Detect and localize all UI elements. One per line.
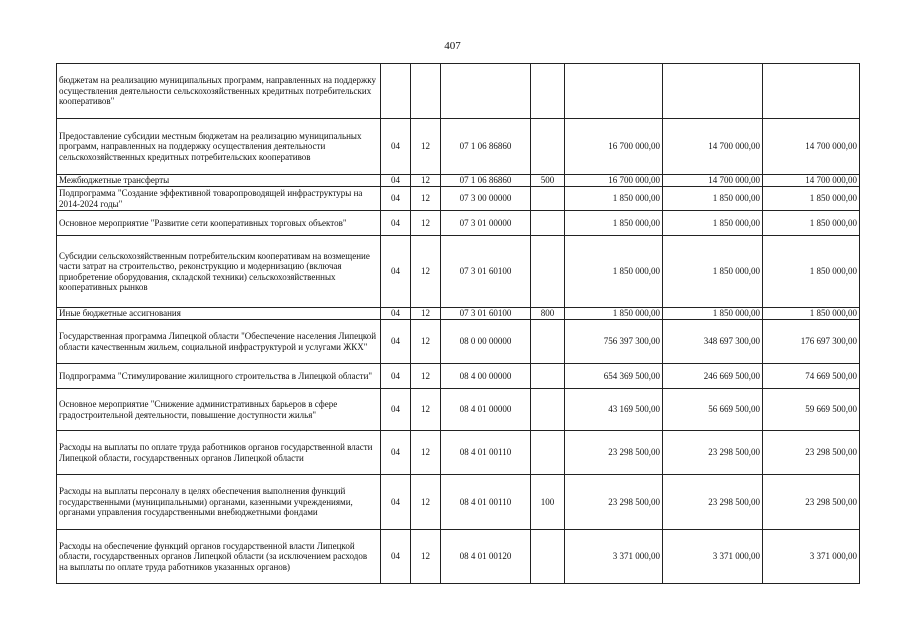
year1-amount-cell: 1 850 000,00 (565, 211, 663, 236)
year1-amount-cell (565, 64, 663, 119)
ved-cell: 04 (381, 364, 411, 389)
year1-amount-cell: 1 850 000,00 (565, 236, 663, 308)
target-article-cell: 07 1 06 86860 (441, 175, 531, 187)
target-article-cell: 08 0 00 00000 (441, 320, 531, 364)
section-cell: 12 (411, 211, 441, 236)
table-row (57, 175, 860, 187)
target-article-cell: 08 4 01 00120 (441, 530, 531, 584)
target-article-cell: 08 4 01 00110 (441, 475, 531, 530)
table-row (57, 389, 860, 431)
row-name-cell: Основное мероприятие "Развитие сети кооперативных торговых объектов" (57, 211, 381, 236)
ved-cell: 04 (381, 236, 411, 308)
section-cell: 12 (411, 119, 441, 175)
target-article-cell: 07 1 06 86860 (441, 119, 531, 175)
target-article-cell: 08 4 01 00110 (441, 431, 531, 475)
year1-amount-cell: 23 298 500,00 (565, 475, 663, 530)
year2-amount-cell: 23 298 500,00 (663, 475, 763, 530)
expense-type-cell (531, 187, 565, 211)
page-number: 407 (444, 40, 461, 52)
year3-amount-cell (763, 64, 860, 119)
year2-amount-cell: 14 700 000,00 (663, 119, 763, 175)
year2-amount-cell: 56 669 500,00 (663, 389, 763, 431)
section-cell: 12 (411, 236, 441, 308)
expense-type-cell: 500 (531, 175, 565, 187)
year3-amount-cell: 14 700 000,00 (763, 119, 860, 175)
target-article-cell: 07 3 01 60100 (441, 308, 531, 320)
year1-amount-cell: 16 700 000,00 (565, 175, 663, 187)
expense-type-cell (531, 64, 565, 119)
section-cell: 12 (411, 475, 441, 530)
year3-amount-cell: 1 850 000,00 (763, 308, 860, 320)
year3-amount-cell: 23 298 500,00 (763, 475, 860, 530)
table-row (57, 475, 860, 530)
ved-cell: 04 (381, 475, 411, 530)
year1-amount-cell: 1 850 000,00 (565, 187, 663, 211)
row-name-cell: Подпрограмма "Стимулирование жилищного строительства в Липецкой области" (57, 364, 381, 389)
ved-cell: 04 (381, 175, 411, 187)
year2-amount-cell: 3 371 000,00 (663, 530, 763, 584)
table-row (57, 431, 860, 475)
year1-amount-cell: 1 850 000,00 (565, 308, 663, 320)
year2-amount-cell: 1 850 000,00 (663, 236, 763, 308)
year3-amount-cell: 14 700 000,00 (763, 175, 860, 187)
section-cell: 12 (411, 364, 441, 389)
year3-amount-cell: 176 697 300,00 (763, 320, 860, 364)
budget-table (56, 63, 860, 584)
table-row (57, 236, 860, 308)
row-name-cell: Субсидии сельскохозяйственным потребительским кооперативам на возмещение части затрат на строительство, реконструкцию и модернизацию (включая приобретение оборудования, складской техники) сельскохозяйственных кооперативных рынков (57, 236, 381, 308)
year2-amount-cell (663, 64, 763, 119)
ved-cell: 04 (381, 389, 411, 431)
ved-cell: 04 (381, 530, 411, 584)
year3-amount-cell: 1 850 000,00 (763, 211, 860, 236)
table-row (57, 187, 860, 211)
section-cell: 12 (411, 175, 441, 187)
ved-cell: 04 (381, 431, 411, 475)
section-cell: 12 (411, 320, 441, 364)
section-cell: 12 (411, 308, 441, 320)
year2-amount-cell: 14 700 000,00 (663, 175, 763, 187)
year2-amount-cell: 246 669 500,00 (663, 364, 763, 389)
year2-amount-cell: 23 298 500,00 (663, 431, 763, 475)
year3-amount-cell: 1 850 000,00 (763, 187, 860, 211)
ved-cell: 04 (381, 119, 411, 175)
target-article-cell (441, 64, 531, 119)
year1-amount-cell: 43 169 500,00 (565, 389, 663, 431)
table-row (57, 320, 860, 364)
year2-amount-cell: 1 850 000,00 (663, 308, 763, 320)
row-name-cell: Иные бюджетные ассигнования (57, 308, 381, 320)
section-cell (411, 64, 441, 119)
section-cell: 12 (411, 431, 441, 475)
row-name-cell: Основное мероприятие "Снижение административных барьеров в сфере градостроительной деятельности, повышение доступности жилья" (57, 389, 381, 431)
expense-type-cell: 100 (531, 475, 565, 530)
table-row (57, 364, 860, 389)
year3-amount-cell: 59 669 500,00 (763, 389, 860, 431)
year2-amount-cell: 1 850 000,00 (663, 187, 763, 211)
target-article-cell: 08 4 00 00000 (441, 364, 531, 389)
row-name-cell: Расходы на выплаты по оплате труда работников органов государственной власти Липецкой области, государственных органов Липецкой области (57, 431, 381, 475)
expense-type-cell (531, 119, 565, 175)
row-name-cell: Межбюджетные трансферты (57, 175, 381, 187)
table-row (57, 308, 860, 320)
ved-cell: 04 (381, 187, 411, 211)
section-cell: 12 (411, 389, 441, 431)
table-row (57, 119, 860, 175)
expense-type-cell (531, 530, 565, 584)
year3-amount-cell: 1 850 000,00 (763, 236, 860, 308)
target-article-cell: 07 3 01 00000 (441, 211, 531, 236)
year1-amount-cell: 23 298 500,00 (565, 431, 663, 475)
target-article-cell: 08 4 01 00000 (441, 389, 531, 431)
table-row (57, 64, 860, 119)
expense-type-cell (531, 320, 565, 364)
row-name-cell: Расходы на выплаты персоналу в целях обеспечения выполнения функций государственными (муниципальными) органами, казенными учреждениями, органами управления государственными внебюджетными фондами (57, 475, 381, 530)
year2-amount-cell: 1 850 000,00 (663, 211, 763, 236)
year1-amount-cell: 756 397 300,00 (565, 320, 663, 364)
expense-type-cell (531, 364, 565, 389)
ved-cell: 04 (381, 320, 411, 364)
year3-amount-cell: 3 371 000,00 (763, 530, 860, 584)
row-name-cell: Расходы на обеспечение функций органов государственной власти Липецкой области, государственных органов Липецкой области (за исключением расходов на выплаты по оплате труда работников указанных органов) (57, 530, 381, 584)
target-article-cell: 07 3 01 60100 (441, 236, 531, 308)
year2-amount-cell: 348 697 300,00 (663, 320, 763, 364)
target-article-cell: 07 3 00 00000 (441, 187, 531, 211)
row-name-cell: бюджетам на реализацию муниципальных программ, направленных на поддержку осуществления деятельности сельскохозяйственных кредитных потребительских кооперативов" (57, 64, 381, 119)
row-name-cell: Предоставление субсидии местным бюджетам на реализацию муниципальных программ, направленных на поддержку осуществления деятельности сельскохозяйственных кредитных потребительских кооперативов (57, 119, 381, 175)
year1-amount-cell: 16 700 000,00 (565, 119, 663, 175)
ved-cell: 04 (381, 308, 411, 320)
table-row (57, 211, 860, 236)
expense-type-cell (531, 431, 565, 475)
year1-amount-cell: 654 369 500,00 (565, 364, 663, 389)
ved-cell: 04 (381, 211, 411, 236)
section-cell: 12 (411, 530, 441, 584)
table-row (57, 530, 860, 584)
section-cell: 12 (411, 187, 441, 211)
expense-type-cell (531, 389, 565, 431)
row-name-cell: Подпрограмма "Создание эффективной товаропроводящей инфраструктуры на 2014-2024 годы" (57, 187, 381, 211)
expense-type-cell: 800 (531, 308, 565, 320)
ved-cell (381, 64, 411, 119)
expense-type-cell (531, 211, 565, 236)
year3-amount-cell: 23 298 500,00 (763, 431, 860, 475)
row-name-cell: Государственная программа Липецкой области "Обеспечение населения Липецкой области качественным жильем, социальной инфраструктурой и услугами ЖКХ" (57, 320, 381, 364)
year1-amount-cell: 3 371 000,00 (565, 530, 663, 584)
expense-type-cell (531, 236, 565, 308)
year3-amount-cell: 74 669 500,00 (763, 364, 860, 389)
